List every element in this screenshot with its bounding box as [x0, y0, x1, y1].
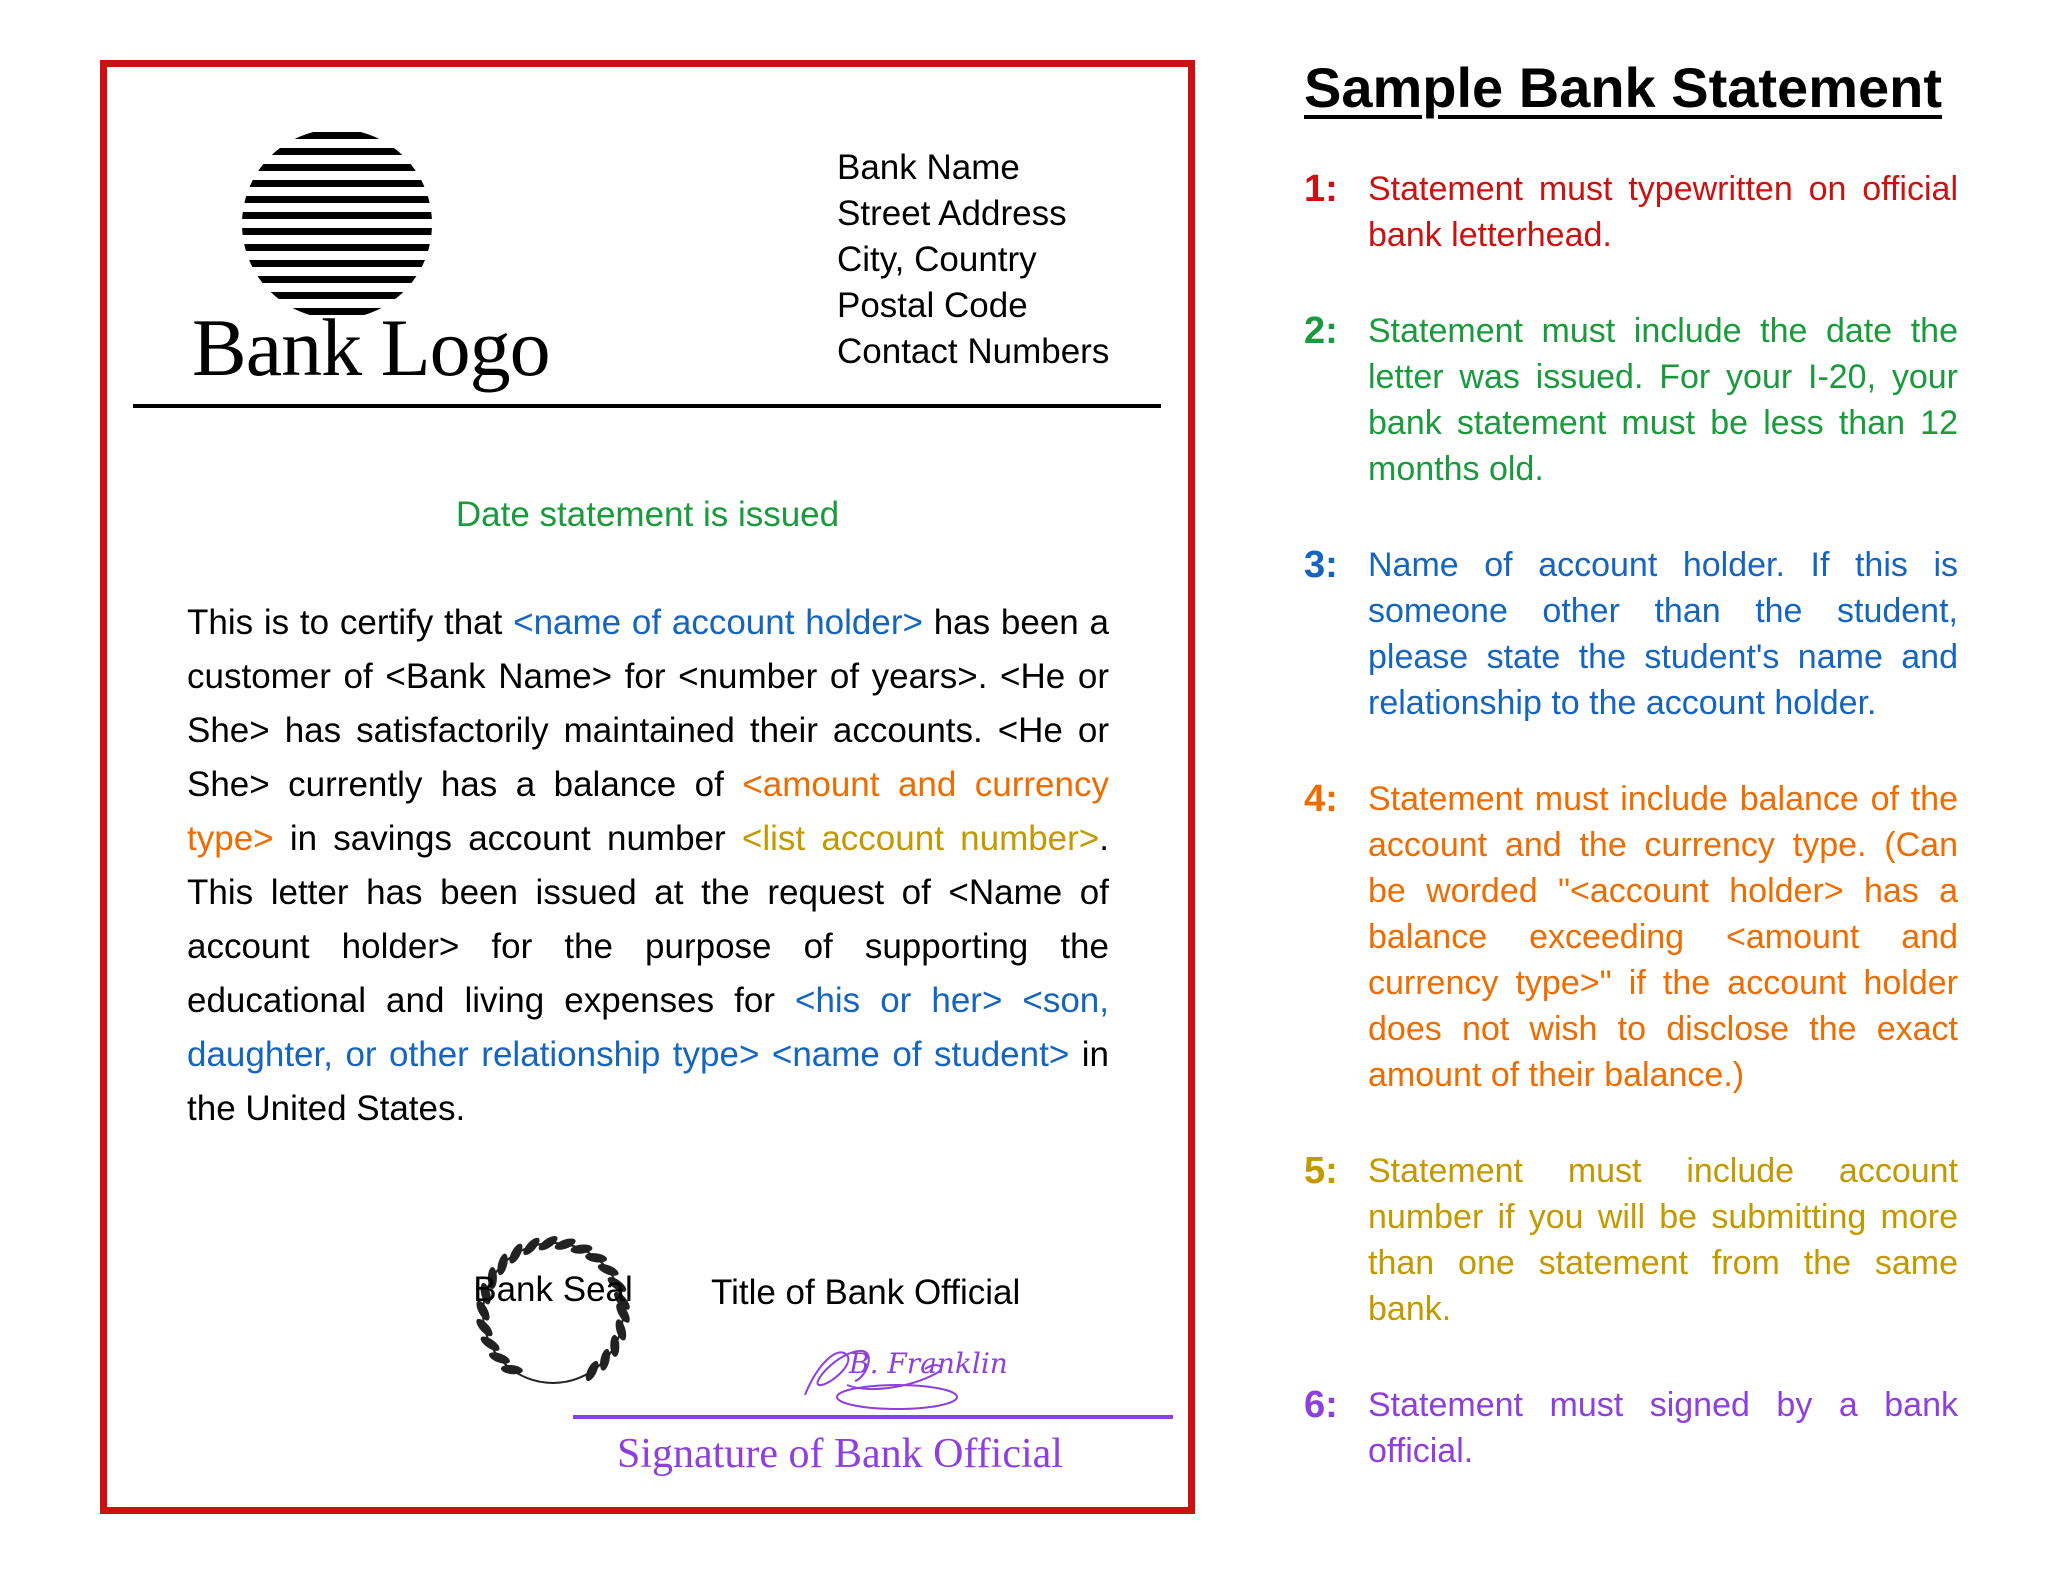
note-text: Statement must signed by a bank official. [1368, 1386, 1958, 1470]
address-line: Bank Name [837, 148, 1020, 187]
official-title: Title of Bank Official [711, 1273, 1021, 1312]
logo-stripe [237, 180, 437, 187]
logo-stripe [237, 196, 437, 203]
logo-stripe [237, 132, 437, 139]
note-number: 3: [1304, 544, 1338, 586]
logo-stripe [237, 276, 437, 283]
laurel-wreath-icon [467, 1227, 639, 1399]
body-text: in the United States. [187, 1035, 1110, 1128]
note-item [1304, 308, 1958, 492]
address-line: Contact Numbers [837, 332, 1110, 371]
note-number: 2: [1304, 310, 1338, 352]
logo-stripe [237, 228, 437, 235]
svg-text:B. Franklin: B. Franklin [849, 1347, 1008, 1380]
bank-logo-text: Bank Logo [192, 302, 550, 393]
note-item [1304, 542, 1958, 726]
note-item [1304, 1148, 1958, 1332]
seal-label: Bank Seal [473, 1270, 633, 1309]
signature-scrawl-icon [797, 1325, 1008, 1415]
bank-seal [467, 1227, 639, 1399]
body-text: This is to certify that [187, 603, 514, 642]
note-text: Name of account holder. If this is someone other than the student, please state the student's name and relationship to the account holder. [1368, 546, 1958, 722]
signature-label: Signature of Bank Official [617, 1431, 1063, 1477]
note-item [1304, 166, 1958, 258]
bank-logo-icon [237, 124, 437, 324]
address-line: City, Country [837, 240, 1037, 279]
note-text: Statement must include the date the letter was issued. For your I-20, your bank statement must be less than 12 months old. [1368, 312, 1958, 488]
logo-stripe [237, 244, 437, 251]
account-number-placeholder: <list account number> [741, 819, 1100, 858]
logo-stripe [237, 164, 437, 171]
relationship-placeholder: <his or her> <son, daughter, or other relationship type> <name of student> [187, 981, 1110, 1074]
note-number: 1: [1304, 168, 1338, 210]
note-number: 6: [1304, 1384, 1338, 1426]
note-text: Statement must include balance of the account and the currency type. (Can be worded "<account holder> has a balance exceeding <amount and currency type>" if the account holder does not wish to disclose the exact amount of their balance.) [1368, 780, 1958, 1094]
address-line: Postal Code [837, 286, 1028, 325]
logo-stripe [237, 292, 437, 299]
body-text: . This letter has been issued at the request of <Name of account holder> for the purpose of supporting the educational and living expenses for [187, 819, 1109, 1020]
body-text: has been a customer of <Bank Name> for <number of years>. <He or She> has satisfactorily maintained their accounts. <He or She> currently has a balance of [187, 603, 1109, 804]
note-number: 4: [1304, 778, 1338, 820]
address-line: Street Address [837, 194, 1067, 233]
panel-title: Sample Bank Statement [1304, 56, 1942, 119]
note-item [1304, 776, 1958, 1098]
note-number: 5: [1304, 1150, 1338, 1192]
logo-stripe [237, 260, 437, 267]
seal-ring [483, 1243, 623, 1383]
note-item [1304, 1382, 1958, 1474]
letterhead-divider [133, 404, 1161, 408]
bank-address [837, 145, 1109, 375]
certification-paragraph [187, 596, 1109, 1136]
logo-stripe [237, 212, 437, 219]
amount-placeholder: <amount and currency type> [187, 765, 1109, 858]
logo-stripe [237, 148, 437, 155]
account-holder-placeholder: <name of account holder> [513, 603, 923, 642]
signature-line [573, 1415, 1173, 1419]
bank-letter [100, 60, 1195, 1514]
body-text: in savings account number [273, 819, 742, 858]
statement-date: Date statement is issued [455, 495, 840, 534]
note-text: Statement must typewritten on official bank letterhead. [1368, 170, 1958, 254]
note-text: Statement must include account number if you will be submitting more than one statement from the same bank. [1368, 1152, 1958, 1328]
